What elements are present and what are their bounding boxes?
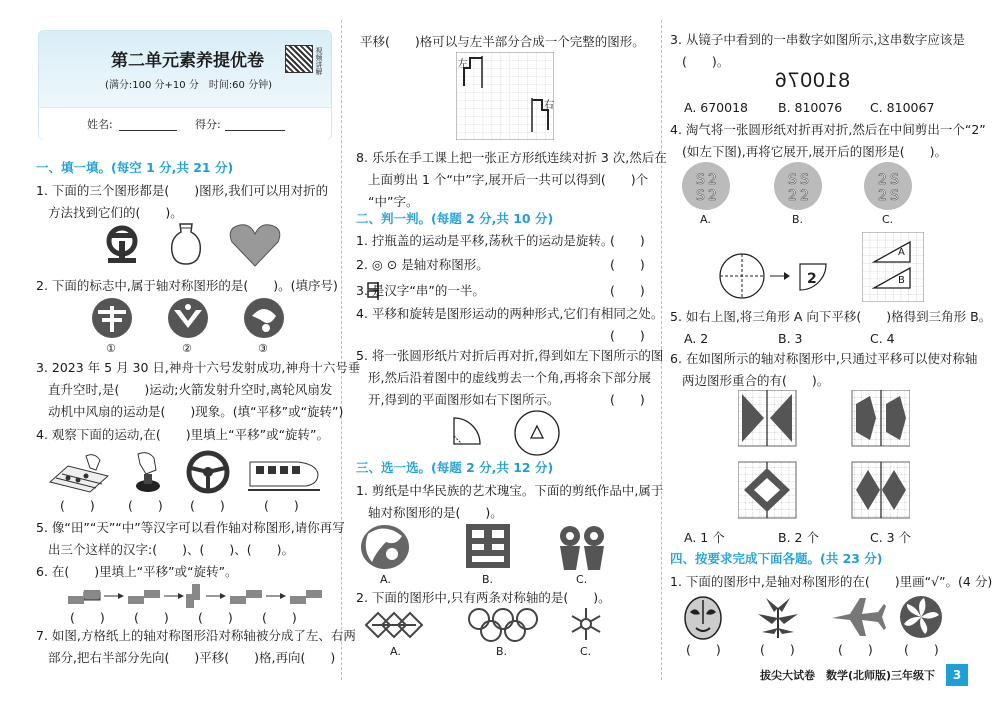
- bamboo-icon: [752, 594, 804, 640]
- choice-4-line-2: (如左下图),再将它展开,展开后的图形是( )。: [682, 144, 947, 159]
- steering-wheel-icon: [186, 450, 230, 494]
- choice-3-option-a[interactable]: A. 670018: [684, 100, 748, 115]
- svg-text:S: S: [890, 172, 899, 188]
- question-1-line-2: 方法找到它们的( )。: [48, 205, 183, 220]
- answer-paren[interactable]: ( ): [262, 610, 297, 625]
- grid-figure: [456, 52, 554, 140]
- score-label: 得分:: [195, 118, 221, 131]
- hand-turning-icon: [128, 450, 168, 496]
- papercut-a-icon: [358, 522, 412, 572]
- heart-icon: [228, 222, 282, 268]
- question-8-line-3: “中”字。: [368, 194, 419, 209]
- unfolded-2-option-b: [772, 160, 824, 212]
- judge-3: 3. 是汉字“串”的一半。: [356, 283, 485, 298]
- unfolded-circle-icon: [512, 408, 562, 458]
- question-1-line-1: 1. 下面的三个图形都是( )图形,我们可以用对折的: [36, 183, 329, 198]
- triangle-b-label: B: [898, 275, 905, 286]
- name-field[interactable]: [119, 130, 177, 131]
- choice-6-line-2: 两边图形重合的有( )。: [682, 373, 830, 388]
- answer-paren[interactable]: ( ): [686, 642, 721, 657]
- svg-text:S: S: [696, 172, 705, 188]
- judge-1-answer[interactable]: ( ): [610, 233, 645, 248]
- answer-paren[interactable]: ( ): [264, 498, 299, 513]
- symmetry-grid-figures: [738, 390, 910, 536]
- section-1-title: 一、填一填。(每空 1 分,共 21 分): [36, 160, 234, 175]
- mirrored-number: 810076: [773, 69, 851, 92]
- choice-4-option-a[interactable]: A.: [700, 213, 711, 226]
- judge-2-answer[interactable]: ( ): [610, 257, 645, 272]
- question-3-line-1: 3. 2023 年 5 月 30 日,神舟十六号发射成功,神舟十六号垂: [36, 360, 361, 375]
- vase-icon: [166, 222, 206, 266]
- qr-code: [285, 45, 313, 73]
- unfolded-2-option-c: [862, 160, 914, 212]
- judge-3-answer[interactable]: ( ): [610, 283, 645, 298]
- fold-and-cut-diagram: [716, 250, 830, 302]
- choice-5-option-a[interactable]: A. 2: [684, 331, 709, 346]
- svg-text:2: 2: [708, 172, 717, 188]
- section-4-title: 四、按要求完成下面各题。(共 23 分): [670, 551, 883, 566]
- choice-1-line-1: 1. 剪纸是中华民族的艺术瑰宝。下面的剪纸作品中,属于: [356, 483, 664, 498]
- name-label: 姓名:: [87, 118, 113, 131]
- triangle-grid-figure: [862, 232, 924, 302]
- exam-header: [38, 30, 332, 140]
- bauhinia-emblem-icon: [898, 594, 944, 640]
- choice-6-line-1: 6. 在如图所示的轴对称图形中,只通过平移可以使对称轴: [670, 351, 978, 366]
- choice-3-line-1: 3. 从镜子中看到的一串数字如图所示,这串数字应该是: [670, 32, 965, 47]
- choice-1-line-2: 轴对称图形的是( )。: [368, 505, 503, 520]
- question-7-line-1: 7. 如图,方格纸上的轴对称图形沿对称轴被分成了左、右两: [36, 628, 356, 643]
- question-4: 4. 观察下面的运动,在( )里填上“平移”或“旋转”。: [36, 427, 330, 442]
- section-3-title: 三、选一选。(每题 2 分,共 12 分): [356, 460, 554, 475]
- airplane-icon: [830, 596, 886, 638]
- logo-3-icon: [242, 296, 286, 340]
- question-5-line-2: 出三个这样的汉字:( )、( )、( )。: [48, 542, 294, 557]
- judge-5-line-1: 5. 将一张圆形纸片对折后再对折,得到如左下图所示的图: [356, 348, 664, 363]
- question-6: 6. 在( )里填上“平移”或“旋转”。: [36, 564, 238, 579]
- svg-text:2: 2: [800, 188, 809, 204]
- logo-1-label: ①: [106, 342, 116, 355]
- question-8-line-1: 8. 乐乐在手工课上把一张正方形纸连续对折 3 次,然后在: [356, 150, 667, 165]
- grid-right-label: 右: [544, 100, 554, 111]
- choice-4-line-1: 4. 淘气将一张圆形纸对折再对折,然后在中间剪出一个“2”: [670, 122, 986, 137]
- answer-paren[interactable]: ( ): [70, 610, 105, 625]
- choice-6-option-a[interactable]: A. 1 个: [684, 530, 725, 545]
- choice-5: 5. 如右上图,将三角形 A 向下平移( )格得到三角形 B。: [670, 309, 992, 324]
- choice-2: 2. 下面的图形中,只有两条对称轴的是( )。: [356, 590, 611, 605]
- choice-2-option-c[interactable]: C.: [580, 645, 592, 658]
- choice-3-option-c[interactable]: C. 810067: [870, 100, 935, 115]
- judge-4: 4. 平移和旋转是图形运动的两种形式,它们有相同之处。: [356, 306, 664, 321]
- railway-logo-icon: [98, 224, 146, 264]
- svg-text:S: S: [696, 188, 705, 204]
- grid-left-label: 左: [458, 59, 468, 70]
- question-3-line-2: 直升空时,是( )运动;火箭发射升空时,离轮风扇发: [48, 382, 333, 397]
- unfolded-2-option-a: [680, 160, 732, 212]
- choice-4-option-c[interactable]: C.: [882, 213, 894, 226]
- choice-5-option-c[interactable]: C. 4: [870, 331, 895, 346]
- judge-4-answer[interactable]: ( ): [610, 328, 645, 343]
- answer-paren[interactable]: ( ): [198, 610, 233, 625]
- logo-2-icon: [166, 296, 210, 340]
- q6-shape-sequence: [64, 580, 330, 610]
- judge-2: 2. ◎ ⊙ 是轴对称图形。: [356, 257, 489, 272]
- train-icon: [248, 456, 320, 494]
- answer-paren[interactable]: ( ): [760, 642, 795, 657]
- question-5-line-1: 5. 像“田”“天”“中”等汉字可以看作轴对称图形,请你再写: [36, 520, 345, 535]
- column-divider: [341, 20, 342, 680]
- question-2: 2. 下面的标志中,属于轴对称图形的是( )。(填序号): [36, 278, 338, 293]
- logo-1-icon: [90, 296, 134, 340]
- judge-1: 1. 拧瓶盖的运动是平移,荡秋千的运动是旋转。: [356, 233, 614, 248]
- choice-5-option-b[interactable]: B. 3: [778, 331, 803, 346]
- choice-1-option-a[interactable]: A.: [380, 573, 391, 586]
- choice-1-option-b[interactable]: B.: [482, 573, 494, 586]
- score-field[interactable]: [225, 130, 285, 131]
- answer-paren[interactable]: ( ): [904, 642, 939, 657]
- snowflake-icon: [568, 606, 604, 642]
- choice-6-option-b[interactable]: B. 2 个: [778, 530, 819, 545]
- qr-caption: 视频讲解: [315, 47, 323, 75]
- footer-brand: 拔尖大试卷 数学(北师版)三年级下: [760, 669, 936, 682]
- exam-title: 第二单元素养提优卷: [111, 51, 264, 71]
- triangle-a-label: A: [898, 247, 905, 258]
- chinese-knot-icon: [362, 608, 426, 642]
- logo-3-label: ③: [258, 342, 268, 355]
- judge-5-line-2: 形,然后沿着图中的虚线剪去一个角,再将余下部分展: [368, 370, 651, 385]
- choice-3-line-2: ( )。: [682, 54, 730, 69]
- svg-text:2: 2: [708, 188, 717, 204]
- choice-6-option-c[interactable]: C. 3 个: [870, 530, 912, 545]
- choice-2-option-a[interactable]: A.: [390, 645, 401, 658]
- choice-2-option-b[interactable]: B.: [496, 645, 508, 658]
- svg-text:2: 2: [878, 172, 887, 188]
- page-number: 3: [946, 664, 968, 686]
- question-7-line-2: 部分,把右半部分先向( )平移( )格,再向( ): [48, 650, 336, 665]
- judge-5-line-3: 开,得到的平面图形如右下图所示。: [368, 392, 560, 407]
- papercut-b-icon: [460, 522, 516, 572]
- answer-paren[interactable]: ( ): [60, 498, 95, 513]
- judge-5-answer[interactable]: ( ): [610, 392, 645, 407]
- svg-text:2: 2: [788, 188, 797, 204]
- svg-text:2: 2: [807, 271, 817, 287]
- question-7-line-3: 平移( )格可以与左半部分合成一个完整的图形。: [360, 34, 645, 49]
- answer-paren[interactable]: ( ): [128, 498, 163, 513]
- svg-text:S: S: [788, 172, 797, 188]
- svg-text:S: S: [800, 172, 809, 188]
- papercut-c-icon: [554, 522, 610, 572]
- quarter-circle-icon: [448, 414, 484, 450]
- svg-text:2: 2: [878, 188, 887, 204]
- choice-3-option-b[interactable]: B. 810076: [778, 100, 843, 115]
- fill-1: 1. 下面的图形中,是轴对称图形的在( )里画“√”。(4 分): [670, 574, 993, 589]
- answer-paren[interactable]: ( ): [134, 610, 169, 625]
- answer-paren[interactable]: ( ): [838, 642, 873, 657]
- choice-4-option-b[interactable]: B.: [792, 213, 804, 226]
- question-3-line-3: 动机中风扇的运动是( )现象。(填“平移”或“旋转”): [48, 404, 344, 419]
- opera-mask-icon: [682, 594, 724, 640]
- olympic-rings-icon: [466, 606, 540, 644]
- section-2-title: 二、判一判。(每题 2 分,共 10 分): [356, 211, 554, 226]
- exam-subtitle: (满分:100 分+10 分 时间:60 分钟): [105, 80, 272, 91]
- abacus-icon: [46, 452, 112, 496]
- choice-1-option-c[interactable]: C.: [576, 573, 588, 586]
- svg-text:S: S: [890, 188, 899, 204]
- answer-paren[interactable]: ( ): [190, 498, 225, 513]
- logo-2-label: ②: [182, 342, 192, 355]
- question-8-line-2: 上面剪出 1 个“中”字,展开后一共可以得到( )个: [368, 172, 649, 187]
